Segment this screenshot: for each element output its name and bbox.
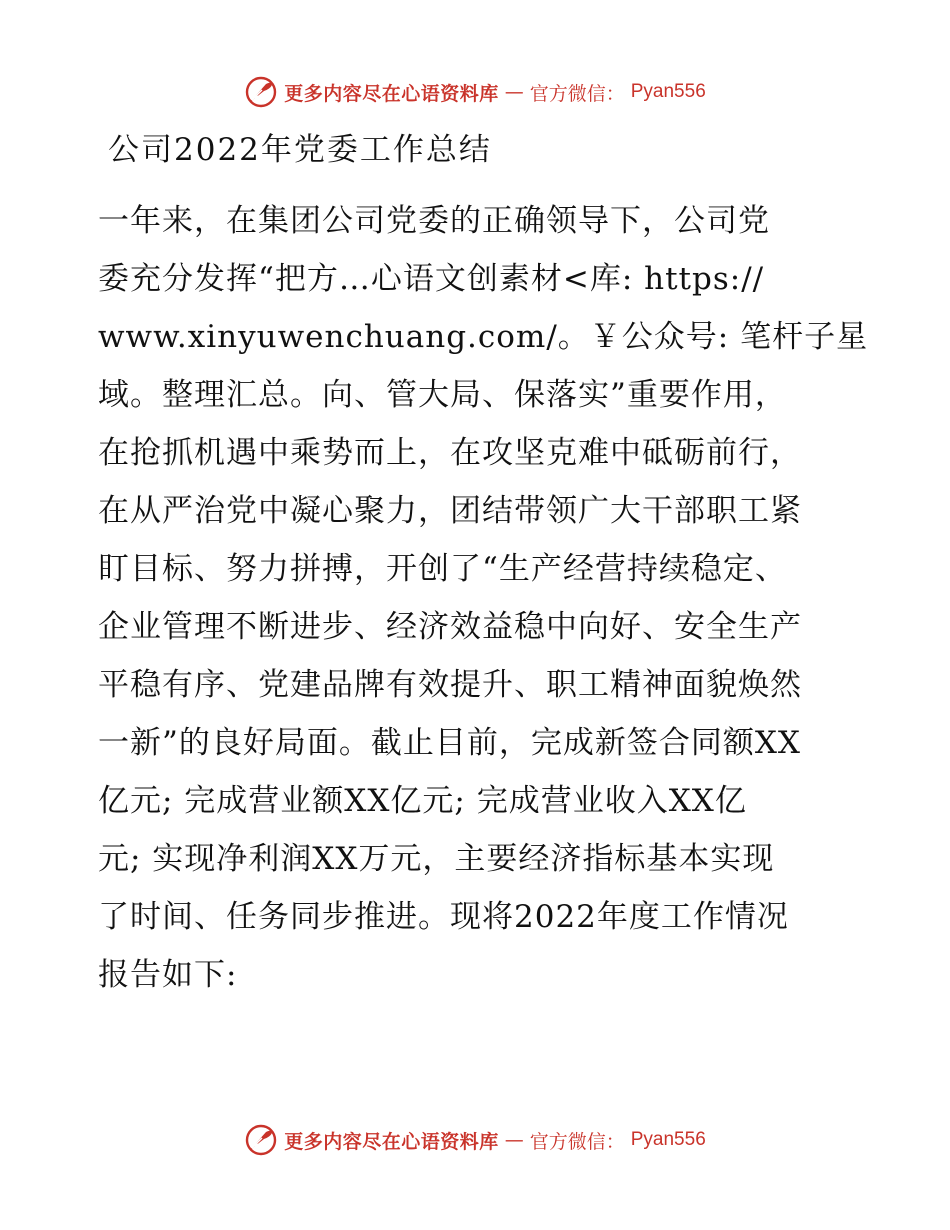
header-banner-text: 更多内容尽在心语资料库: [284, 82, 499, 105]
body-line: 平稳有序、党建品牌有效提升、职工精神面貌焕然: [98, 667, 802, 703]
body-line: www.xinyuwenchuang.com/。￥公众号: 笔杆子星: [98, 319, 869, 355]
quill-pen-icon: [244, 75, 278, 109]
document-title: 公司2022年党委工作总结: [108, 132, 492, 168]
header-banner: [0, 72, 950, 112]
body-line: 盯目标、努力拼搏，开创了“生产经营持续稳定、: [98, 551, 787, 587]
footer-banner: [0, 1120, 950, 1160]
body-line: 亿元; 完成营业额XX亿元; 完成营业收入XX亿: [98, 783, 747, 819]
document-body: [98, 192, 869, 1004]
header-banner-separator: —: [504, 81, 524, 103]
footer-banner-separator: —: [504, 1129, 524, 1151]
header-banner-content: [244, 75, 706, 109]
body-line: 一新”的良好局面。截止目前，完成新签合同额XX: [98, 725, 801, 761]
footer-banner-content: [244, 1123, 706, 1157]
body-line: 域。整理汇总。向、管大局、保落实”重要作用，: [98, 377, 787, 413]
body-line: 报告如下:: [98, 957, 238, 993]
body-line: 了时间、任务同步推进。现将2022年度工作情况: [98, 899, 789, 935]
body-line: 在抢抓机遇中乘势而上，在攻坚克难中砥砺前行，: [98, 435, 802, 471]
body-line: 委充分发挥“把方…心语文创素材<库: https://: [98, 261, 765, 297]
header-wechat-label: 官方微信：: [529, 82, 625, 105]
footer-wechat-label: 官方微信：: [529, 1130, 625, 1153]
footer-banner-text: 更多内容尽在心语资料库: [284, 1130, 499, 1153]
body-line: 元; 实现净利润XX万元，主要经济指标基本实现: [98, 841, 775, 877]
header-wechat-id: Pyan556: [630, 81, 706, 102]
quill-pen-icon: [244, 1123, 278, 1157]
footer-wechat-id: Pyan556: [630, 1129, 706, 1150]
body-line: 在从严治党中凝心聚力，团结带领广大干部职工紧: [98, 493, 802, 529]
body-line: 一年来，在集团公司党委的正确领导下，公司党: [98, 203, 770, 239]
body-line: 企业管理不断进步、经济效益稳中向好、安全生产: [98, 609, 802, 645]
